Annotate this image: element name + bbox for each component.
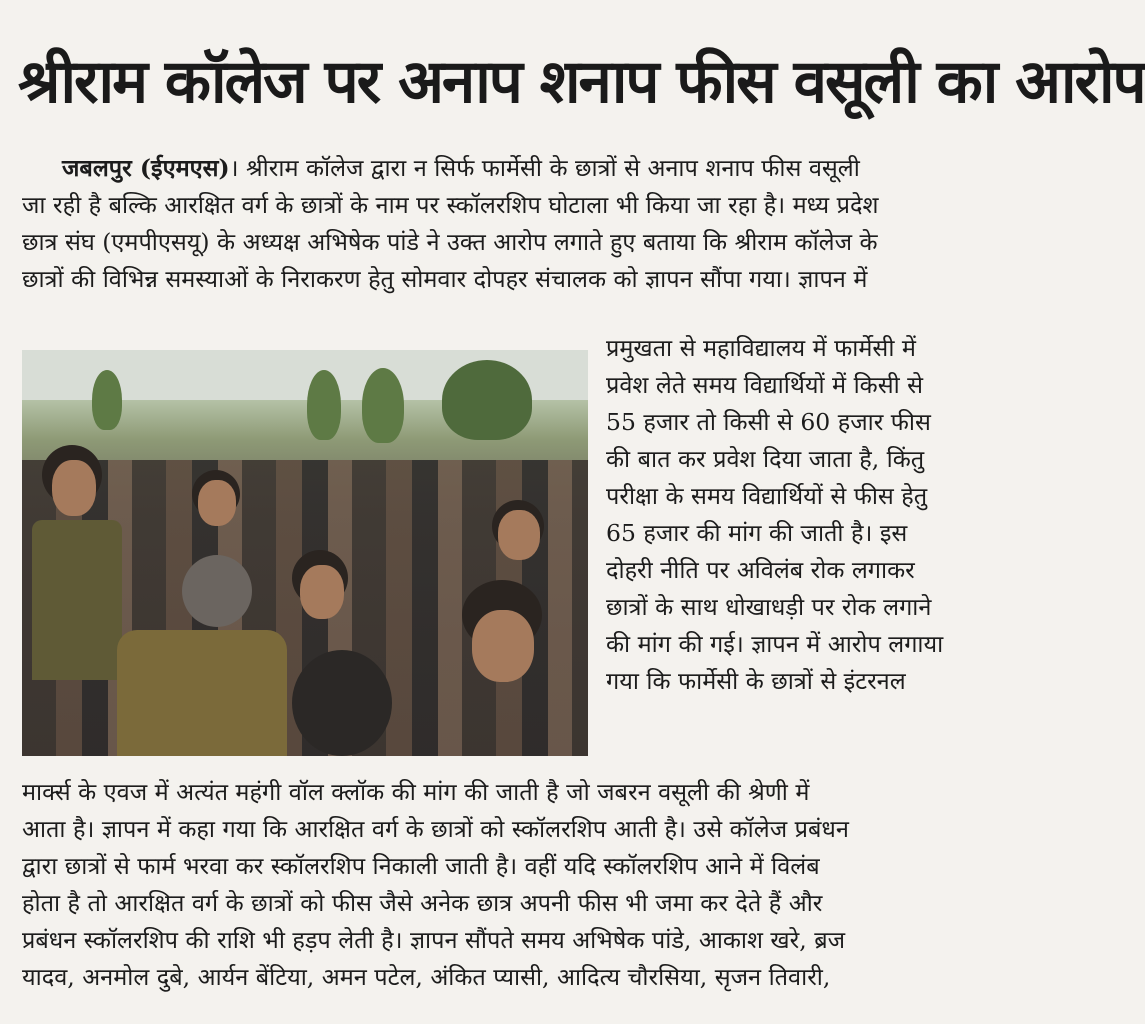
bottom-line: प्रबंधन स्कॉलरशिप की राशि भी हड़प लेती है। ज्ञापन सौंपते समय अभिषेक पांडे, आकाश खरे, ब्रज [22,926,846,954]
photo-tree [442,360,532,440]
bottom-line: होता है तो आरक्षित वर्ग के छात्रों को फीस जैसे अनेक छात्र अपनी फीस भी जमा कर देते हैं और [22,889,823,917]
right-line: दोहरी नीति पर अविलंब रोक लगाकर [606,556,915,584]
intro-line: छात्रों की विभिन्न समस्याओं के निराकरण हेतु सोमवार दोपहर संचालक को ज्ञापन सौंपा गया। ज्ञापन में [22,265,868,293]
intro-line: जा रही है बल्कि आरक्षित वर्ग के छात्रों के नाम पर स्कॉलरशिप घोटाला भी किया जा रहा है। मध्य प्रदेश [22,191,879,219]
right-line: 55 हजार तो किसी से 60 हजार फीस [606,408,931,436]
right-line: की मांग की गई। ज्ञापन में आरोप लगाया [606,630,944,658]
photo-vest [32,520,122,680]
photo-person [292,650,392,756]
photo-tree [307,370,341,440]
dateline: जबलपुर (ईएमएस) [62,154,230,182]
bottom-line: द्वारा छात्रों से फार्म भरवा कर स्कॉलरशिप निकाली जाती है। वहीं यदि स्कॉलरशिप आने में विलंब [22,852,820,880]
right-line: गया कि फार्मेसी के छात्रों से इंटरनल [606,667,906,695]
photo-tree [362,368,404,443]
bottom-line: यादव, अनमोल दुबे, आर्यन बेंटिया, अमन पटेल, अंकित प्यासी, आदित्य चौरसिया, सृजन तिवारी, [22,963,831,991]
right-line: छात्रों के साथ धोखाधड़ी पर रोक लगाने [606,593,932,621]
photo-face [52,460,96,516]
bottom-line: मार्क्स के एवज में अत्यंत महंगी वॉल क्लॉक की मांग की जाती है जो जबरन वसूली की श्रेणी में [22,778,810,806]
photo-face [300,565,344,619]
photo-uniform [117,630,287,756]
right-line: की बात कर प्रवेश दिया जाता है, किंतु [606,445,925,473]
photo-face [198,480,236,526]
right-line: प्रमुखता से महाविद्यालय में फार्मेसी में [606,334,916,362]
headline: श्रीराम कॉलेज पर अनाप शनाप फीस वसूली का आरोप [18,47,1145,117]
bottom-paragraph [22,774,1012,996]
photo-face [472,610,534,682]
intro-line [22,150,1012,187]
photo-tree [92,370,122,430]
photo-face [498,510,540,560]
right-line: परीक्षा के समय विद्यार्थियों से फीस हेतु [606,482,928,510]
right-line: 65 हजार की मांग की जाती है। इस [606,519,908,547]
right-line: प्रवेश लेते समय विद्यार्थियों में किसी से [606,371,924,399]
bottom-line: आता है। ज्ञापन में कहा गया कि आरक्षित वर्ग के छात्रों को स्कॉलरशिप आती है। उसे कॉलेज प्रबंधन [22,815,849,843]
intro-line-text: । श्रीराम कॉलेज द्वारा न सिर्फ फार्मेसी के छात्रों से अनाप शनाप फीस वसूली [229,154,860,182]
photo-person [182,555,252,627]
intro-line: छात्र संघ (एमपीएसयू) के अध्यक्ष अभिषेक पांडे ने उक्त आरोप लगाते हुए बताया कि श्रीराम कॉलेज के [22,228,878,256]
right-column-text [606,330,1010,700]
news-photo-crowd [22,350,588,756]
intro-paragraph [22,150,1012,298]
